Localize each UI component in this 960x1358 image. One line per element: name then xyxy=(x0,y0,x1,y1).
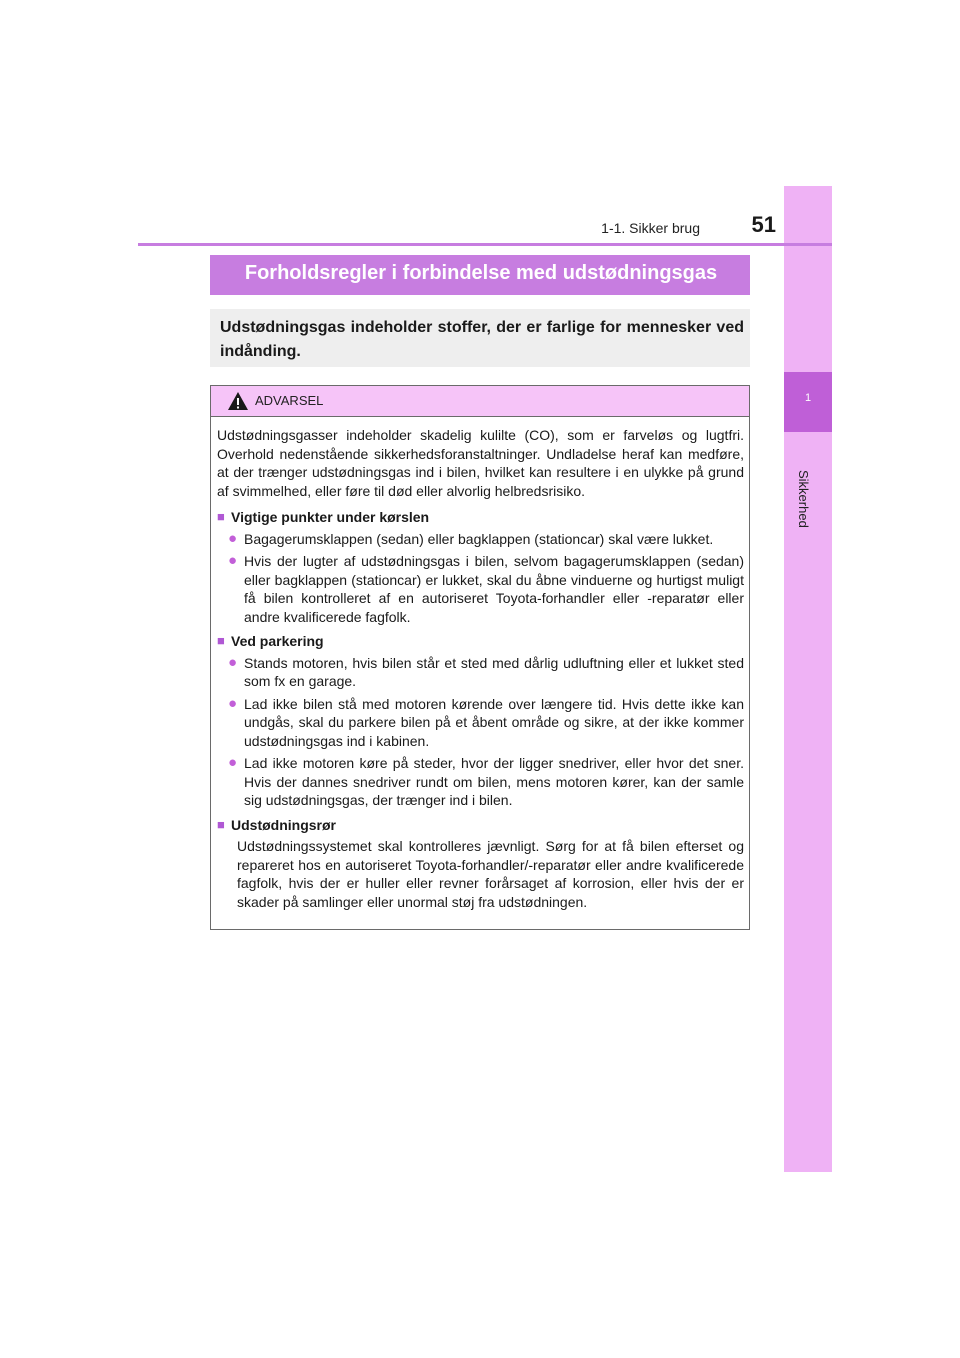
warning-triangle-icon xyxy=(227,391,249,416)
section-heading-text: Ved parkering xyxy=(231,633,324,649)
warning-title: ADVARSEL xyxy=(255,393,324,408)
section-heading xyxy=(217,632,744,651)
warning-box xyxy=(210,385,750,930)
bullet-icon: ● xyxy=(227,552,237,569)
chapter-label: Sikkerhed xyxy=(796,470,811,528)
header-divider xyxy=(138,243,832,246)
section-label: 1-1. Sikker brug xyxy=(601,220,700,236)
list-item xyxy=(217,695,744,751)
bullet-icon: ● xyxy=(227,653,237,671)
intro-text: Udstødningsgas indeholder stoffer, der er farlige for mennesker ved indånding. xyxy=(220,319,744,360)
bullet-icon: ● xyxy=(227,529,237,547)
side-tab-strip xyxy=(784,186,832,1172)
section-heading xyxy=(217,816,744,835)
section-heading-text: Udstødningsrør xyxy=(231,816,336,833)
list-item xyxy=(217,754,744,810)
list-item-text: Bagagerumsklappen (sedan) eller bagklappen (stationcar) skal være lukket. xyxy=(244,530,714,547)
section-heading xyxy=(217,508,744,527)
page-number: 51 xyxy=(751,212,776,237)
warning-body xyxy=(217,426,744,915)
warning-header xyxy=(211,386,749,417)
list-item xyxy=(217,552,744,626)
list-item xyxy=(217,530,744,549)
warning-intro: Udstødningsgasser indeholder skadelig kulilte (CO), som er farveløs og lugtfri. Overhold nedenstående sikkerhedsforanstaltninger. Undladelse heraf kan medføre, at der trænger udstødningsgas ind i bilen, hvilket kan resultere i en ulykke på grund af svimmelhed, eller føre til død eller alvorlig helbredsrisiko. xyxy=(217,427,744,499)
list-item xyxy=(217,654,744,691)
list-item-text: Stands motoren, hvis bilen står et sted med dårlig udluftning eller et lukket sted som fx en garage. xyxy=(244,654,744,689)
page-title: Forholdsregler i forbindelse med udstødningsgas xyxy=(244,262,718,284)
list-item-text: Lad ikke motoren køre på steder, hvor der ligger snedriver, eller hvor det sner. Hvis der dannes snedriver rundt om bilen, mens motoren kører, kan der samle sig udstødningsgas, der trænger ind i bilen. xyxy=(244,755,744,808)
square-bullet-icon: ■ xyxy=(217,509,225,524)
section-heading-text: Vigtige punkter under kørslen xyxy=(231,509,430,525)
section-text: Udstødningssystemet skal kontrolleres jævnligt. Sørg for at få bilen efterset og repareret hos en autoriseret Toyota-forhandler/-reparatør eller andre kvalificerede fagfolk, hvis der er huller eller revner forårsaget af korrosion, eller hvis der er skader på samlinger eller unormal støj fra udstødningen. xyxy=(237,838,744,910)
square-bullet-icon: ■ xyxy=(217,633,225,648)
bullet-icon: ● xyxy=(227,754,237,771)
list-item-text: Hvis der lugter af udstødningsgas i bilen, selvom bagagerumsklappen (sedan) eller bagklappen (stationcar) er lukket, skal du åbne vinduerne og hurtigst muligt få bilen kontrolleret af en autoriseret Toyota-forhandler eller -reparatør eller andre kvalificerede fagfolk. xyxy=(244,553,744,625)
list-item-text: Lad ikke bilen stå med motoren kørende over længere tid. Hvis dette ikke kan undgås, skal du parkere bilen på et åbent område og sikre, at der ikke kommer udstødningsgas ind i kabinen. xyxy=(244,695,744,749)
bullet-icon: ● xyxy=(227,694,237,712)
square-bullet-icon: ■ xyxy=(217,816,225,832)
chapter-number: 1 xyxy=(804,392,812,404)
